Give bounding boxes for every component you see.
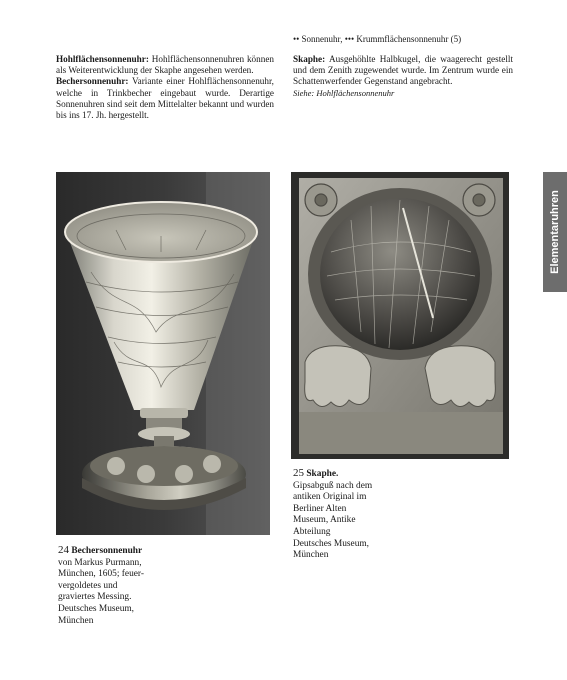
rosette-right-icon xyxy=(463,184,495,216)
caption-line: Deutsches Museum, xyxy=(58,603,135,614)
goblet-illustration xyxy=(56,172,270,535)
caption-line: graviertes Messing. xyxy=(58,592,132,603)
figure-number: 24 xyxy=(58,544,69,556)
paragraph-hohlflaechensonnenuhr xyxy=(56,54,274,76)
figure-number: 25 xyxy=(293,467,304,479)
figure-title: Bechersonnenuhr xyxy=(71,546,143,556)
caption-line: Deutsches Museum, xyxy=(293,538,370,549)
caption-line: München xyxy=(293,550,329,561)
caption-title-row xyxy=(58,545,198,558)
text-column-left xyxy=(56,54,274,121)
caption-line: Museum, Antike xyxy=(293,515,356,526)
caption-line: München, 1605; feuer- xyxy=(58,569,144,580)
section-tab[interactable] xyxy=(543,172,567,292)
term-hohlflaechensonnenuhr: Hohlflächensonnenuhr: xyxy=(56,54,149,64)
caption-line: antiken Original im xyxy=(293,492,367,503)
term-skaphe: Skaphe: xyxy=(293,54,326,64)
paragraph-bechersonnenuhr xyxy=(56,76,274,121)
section-tab-label: Elementaruhren xyxy=(549,190,561,274)
caption-line: München xyxy=(58,615,94,626)
photo-bechersonnenuhr xyxy=(56,172,270,535)
caption-title-row xyxy=(293,468,403,481)
caption-line: vergoldetes und xyxy=(58,580,118,591)
definition-hohlflaechensonnenuhr: Hohlflächensonnenuhren können als Weiterentwicklung der Skaphe angesehen werden. xyxy=(56,54,275,76)
caption-line: von Markus Purmann, xyxy=(58,557,142,568)
photo-skaphe xyxy=(291,172,509,459)
paragraph-skaphe xyxy=(293,54,513,88)
text-column-right xyxy=(293,54,513,99)
caption-line: Abteilung xyxy=(293,526,331,537)
caption-line: Berliner Alten xyxy=(293,503,347,514)
cross-reference-note: Siehe: Hohlflächensonnenuhr xyxy=(293,87,395,98)
caption-figure-25 xyxy=(293,468,403,562)
running-header: •• Sonnenuhr, ••• Krummflächensonnenuhr (5) xyxy=(293,34,462,44)
caption-figure-24 xyxy=(58,545,198,627)
caption-line: Gipsabguß nach dem xyxy=(293,480,373,491)
rosette-left-icon xyxy=(305,184,337,216)
skaphe-illustration xyxy=(291,172,509,459)
lion-paw-left-icon xyxy=(305,346,371,407)
figure-title: Skaphe. xyxy=(306,469,339,479)
definition-bechersonnenuhr: Variante einer Hohlflächensonnenuhr, welche in Trinkbecher eingebaut wurde. Derartige Sonnenuhren sind seit dem Mittelalter bekannt und wurden bis ins 17. Jh. hergestellt. xyxy=(56,76,274,121)
term-bechersonnenuhr: Bechersonnenuhr: xyxy=(56,76,129,87)
lion-paw-right-icon xyxy=(425,346,495,407)
definition-skaphe: Ausgehöhlte Halbkugel, die waagerecht gestellt und dem Zenith zugewendet wurde. Im Zentrum wurde ein Schattenwerfender Gegenstand angebracht. xyxy=(293,54,513,87)
